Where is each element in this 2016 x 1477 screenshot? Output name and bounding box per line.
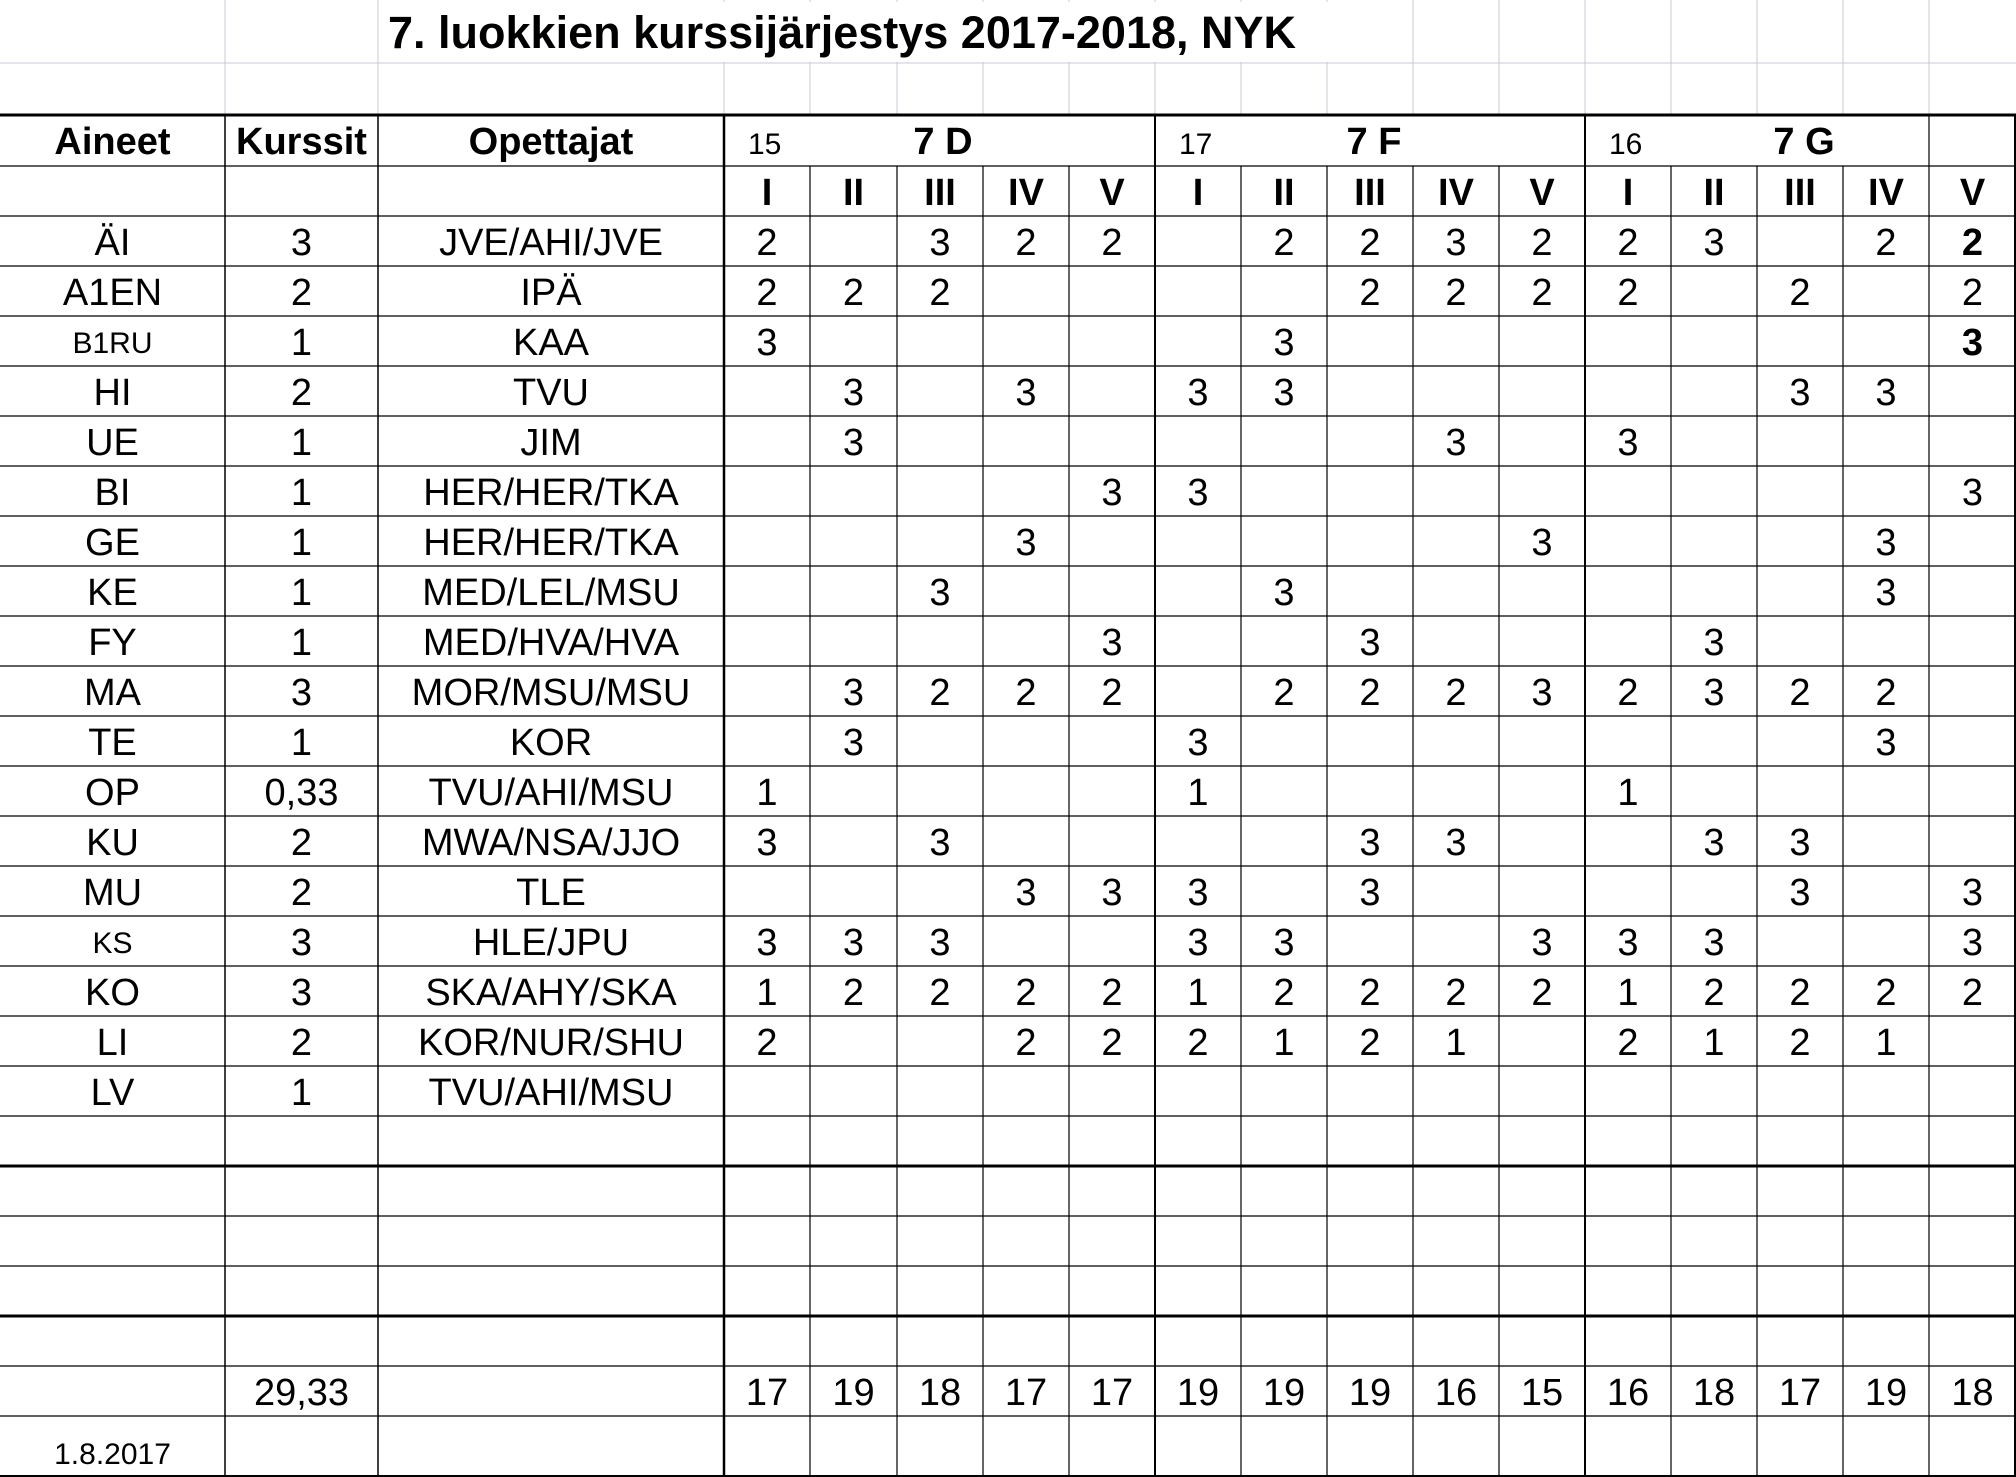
teachers-cell: KOR/NUR/SHU	[417, 1022, 685, 1064]
period-value-cell: 1	[1273, 1022, 1295, 1064]
period-label: V	[1099, 172, 1125, 214]
period-value-cell: 2	[1445, 272, 1467, 314]
subject-cell: KU	[86, 822, 139, 864]
period-value-cell: 3	[1789, 822, 1811, 864]
header-courses: Kurssit	[236, 121, 367, 163]
period-value-cell: 3	[1187, 472, 1209, 514]
class-name: 7 G	[1773, 121, 1835, 163]
period-value-cell: 2	[1617, 672, 1639, 714]
period-value-cell: 3	[1273, 372, 1295, 414]
period-value-cell: 1	[1187, 772, 1209, 814]
courses-cell: 1	[290, 722, 313, 764]
subject-cell: TE	[88, 722, 137, 764]
subject-cell: ÄI	[94, 222, 131, 264]
subject-cell: GE	[85, 522, 140, 564]
period-label: I	[1192, 172, 1204, 214]
period-value-cell: 3	[1531, 522, 1553, 564]
total-courses: 29,33	[253, 1372, 350, 1414]
period-total-cell: 17	[1090, 1372, 1134, 1414]
teachers-cell: KOR	[509, 722, 593, 764]
period-value-cell: 2	[1961, 972, 1984, 1014]
period-total-cell: 15	[1520, 1372, 1564, 1414]
period-value-cell: 1	[1703, 1022, 1725, 1064]
period-value-cell: 2	[1961, 222, 1984, 264]
period-value-cell: 3	[756, 822, 778, 864]
period-value-cell: 2	[1187, 1022, 1209, 1064]
period-label: III	[1784, 172, 1816, 214]
period-value-cell: 2	[1273, 972, 1295, 1014]
period-value-cell: 2	[1015, 972, 1037, 1014]
teachers-cell: HER/HER/TKA	[423, 522, 679, 564]
courses-cell: 1	[290, 522, 313, 564]
period-value-cell: 2	[1101, 1022, 1123, 1064]
period-value-cell: 3	[1703, 222, 1725, 264]
period-value-cell: 3	[929, 222, 951, 264]
period-value-cell: 2	[1531, 272, 1553, 314]
period-label: II	[842, 172, 865, 214]
period-value-cell: 3	[1703, 822, 1725, 864]
period-value-cell: 2	[756, 1022, 778, 1064]
period-value-cell: 3	[929, 572, 951, 614]
period-value-cell: 3	[1961, 472, 1984, 514]
teachers-cell: HER/HER/TKA	[423, 472, 679, 514]
period-value-cell: 3	[1703, 922, 1725, 964]
period-label: IV	[1868, 172, 1904, 214]
teachers-cell: JVE/AHI/JVE	[439, 222, 663, 264]
courses-cell: 1	[290, 622, 313, 664]
period-value-cell: 2	[1789, 272, 1811, 314]
class-student-count: 17	[1179, 128, 1213, 161]
period-value-cell: 3	[929, 822, 951, 864]
footer-date: 1.8.2017	[54, 1438, 171, 1471]
period-value-cell: 3	[842, 372, 865, 414]
period-value-cell: 3	[1445, 822, 1467, 864]
period-total-cell: 16	[1606, 1372, 1650, 1414]
period-total-cell: 17	[1004, 1372, 1048, 1414]
period-total-cell: 19	[1176, 1372, 1220, 1414]
subject-cell: OP	[85, 772, 140, 814]
courses-cell: 1	[290, 322, 313, 364]
period-total-cell: 17	[1778, 1372, 1822, 1414]
period-value-cell: 3	[1961, 872, 1984, 914]
subject-cell: KO	[85, 972, 140, 1014]
subject-cell: BI	[94, 472, 131, 514]
subject-cell: KE	[87, 572, 138, 614]
period-value-cell: 3	[842, 672, 865, 714]
period-value-cell: 3	[1273, 322, 1295, 364]
teachers-cell: MOR/MSU/MSU	[411, 672, 691, 714]
period-value-cell: 3	[1187, 922, 1209, 964]
period-value-cell: 2	[1617, 272, 1639, 314]
period-value-cell: 3	[1359, 822, 1381, 864]
subject-cell: HI	[93, 372, 132, 414]
period-value-cell: 3	[1015, 872, 1037, 914]
class-student-count: 16	[1609, 128, 1643, 161]
subject-cell: LI	[96, 1022, 129, 1064]
courses-cell: 3	[290, 222, 313, 264]
period-value-cell: 1	[1445, 1022, 1467, 1064]
courses-cell: 1	[290, 422, 313, 464]
period-label: V	[1959, 172, 1986, 214]
period-value-cell: 2	[842, 972, 865, 1014]
period-value-cell: 3	[929, 922, 951, 964]
period-value-cell: 2	[1617, 1022, 1639, 1064]
period-value-cell: 3	[1273, 922, 1295, 964]
period-value-cell: 3	[1875, 372, 1897, 414]
period-total-cell: 18	[1951, 1372, 1994, 1414]
period-value-cell: 2	[1531, 972, 1553, 1014]
period-value-cell: 3	[1101, 472, 1123, 514]
teachers-cell: TVU/AHI/MSU	[428, 772, 674, 814]
period-value-cell: 3	[1703, 672, 1725, 714]
period-value-cell: 3	[1015, 372, 1037, 414]
teachers-cell: JIM	[520, 422, 582, 464]
period-label: I	[761, 172, 773, 214]
period-value-cell: 1	[1617, 972, 1639, 1014]
subject-cell: LV	[90, 1072, 135, 1114]
period-value-cell: 3	[1703, 622, 1725, 664]
period-value-cell: 3	[842, 422, 865, 464]
teachers-cell: TLE	[516, 872, 586, 914]
period-value-cell: 2	[842, 272, 865, 314]
period-label: V	[1529, 172, 1555, 214]
period-value-cell: 3	[1015, 522, 1037, 564]
period-value-cell: 2	[1789, 972, 1811, 1014]
period-total-cell: 18	[918, 1372, 962, 1414]
period-value-cell: 3	[1875, 722, 1897, 764]
period-value-cell: 2	[1445, 672, 1467, 714]
teachers-cell: MED/HVA/HVA	[422, 622, 680, 664]
subject-cell: UE	[86, 422, 139, 464]
courses-cell: 2	[290, 272, 313, 314]
courses-cell: 3	[290, 922, 313, 964]
period-value-cell: 3	[842, 722, 865, 764]
subject-cell: FY	[88, 622, 137, 664]
teachers-cell: TVU	[513, 372, 589, 414]
period-value-cell: 2	[1015, 222, 1037, 264]
courses-cell: 1	[290, 1072, 313, 1114]
courses-cell: 3	[290, 972, 313, 1014]
courses-cell: 2	[290, 872, 313, 914]
period-value-cell: 1	[1187, 972, 1209, 1014]
period-value-cell: 3	[756, 322, 778, 364]
period-value-cell: 2	[929, 972, 951, 1014]
period-value-cell: 2	[1359, 1022, 1381, 1064]
period-value-cell: 3	[1531, 672, 1553, 714]
teachers-cell: KAA	[512, 322, 590, 364]
courses-cell: 2	[290, 822, 313, 864]
period-total-cell: 19	[1262, 1372, 1306, 1414]
courses-cell: 2	[290, 1022, 313, 1064]
subject-cell: KS	[92, 927, 133, 960]
period-value-cell: 3	[1445, 422, 1467, 464]
period-total-cell: 18	[1692, 1372, 1736, 1414]
courses-cell: 2	[290, 372, 313, 414]
period-value-cell: 2	[1617, 222, 1639, 264]
class-name: 7 D	[913, 121, 973, 163]
period-value-cell: 3	[1789, 372, 1811, 414]
period-value-cell: 1	[756, 972, 778, 1014]
teachers-cell: TVU/AHI/MSU	[428, 1072, 674, 1114]
courses-cell: 1	[290, 472, 313, 514]
period-value-cell: 2	[1789, 1022, 1811, 1064]
teachers-cell: IPÄ	[520, 272, 582, 314]
period-value-cell: 2	[1703, 972, 1725, 1014]
subject-cell: MA	[84, 672, 141, 714]
period-value-cell: 2	[1015, 672, 1037, 714]
period-value-cell: 3	[1875, 572, 1897, 614]
period-value-cell: 3	[1101, 872, 1123, 914]
period-value-cell: 2	[1359, 222, 1381, 264]
subject-cell: A1EN	[62, 272, 163, 314]
class-student-count: 15	[748, 128, 782, 161]
period-value-cell: 3	[1617, 422, 1639, 464]
period-total-cell: 19	[832, 1372, 875, 1414]
period-value-cell: 2	[1273, 222, 1295, 264]
period-value-cell: 1	[1875, 1022, 1897, 1064]
period-value-cell: 2	[1359, 972, 1381, 1014]
period-value-cell: 2	[1101, 222, 1123, 264]
period-value-cell: 3	[756, 922, 778, 964]
period-value-cell: 2	[756, 272, 778, 314]
period-label: III	[924, 172, 956, 214]
page-title: 7. luokkien kurssijärjestys 2017-2018, NYK	[388, 7, 1297, 58]
period-total-cell: 19	[1864, 1372, 1908, 1414]
period-label: II	[1273, 172, 1295, 214]
teachers-cell: SKA/AHY/SKA	[425, 972, 677, 1014]
period-total-cell: 16	[1434, 1372, 1478, 1414]
period-value-cell: 2	[1101, 672, 1123, 714]
period-value-cell: 2	[929, 272, 951, 314]
period-label: IV	[1438, 172, 1474, 214]
header-teachers: Opettajat	[468, 121, 634, 163]
period-value-cell: 3	[1101, 622, 1123, 664]
period-value-cell: 2	[1875, 222, 1897, 264]
subject-cell: B1RU	[72, 327, 153, 360]
courses-cell: 3	[290, 672, 313, 714]
period-value-cell: 2	[1531, 222, 1553, 264]
courses-cell: 1	[290, 572, 313, 614]
teachers-cell: HLE/JPU	[472, 922, 630, 964]
period-value-cell: 3	[1187, 722, 1209, 764]
period-value-cell: 3	[1531, 922, 1553, 964]
period-value-cell: 2	[1789, 672, 1811, 714]
class-name: 7 F	[1346, 121, 1402, 163]
period-value-cell: 1	[756, 772, 778, 814]
period-label: III	[1354, 172, 1386, 214]
period-label: IV	[1008, 172, 1044, 214]
period-value-cell: 3	[1961, 322, 1984, 364]
period-value-cell: 3	[1789, 872, 1811, 914]
courses-cell: 0,33	[264, 772, 339, 814]
period-value-cell: 3	[1617, 922, 1639, 964]
period-value-cell: 2	[1015, 1022, 1037, 1064]
period-value-cell: 3	[1359, 872, 1381, 914]
period-value-cell: 2	[756, 222, 778, 264]
period-value-cell: 3	[1273, 572, 1295, 614]
header-subjects: Aineet	[54, 121, 171, 163]
period-label: II	[1703, 172, 1725, 214]
teachers-cell: MWA/NSA/JJO	[421, 822, 681, 864]
period-value-cell: 2	[929, 672, 951, 714]
period-total-cell: 19	[1348, 1372, 1392, 1414]
period-value-cell: 2	[1273, 672, 1295, 714]
period-value-cell: 3	[1875, 522, 1897, 564]
period-value-cell: 3	[1187, 872, 1209, 914]
subject-cell: MU	[82, 872, 143, 914]
teachers-cell: MED/LEL/MSU	[422, 572, 680, 614]
period-value-cell: 2	[1961, 272, 1984, 314]
period-value-cell: 2	[1875, 972, 1897, 1014]
period-value-cell: 3	[1445, 222, 1467, 264]
period-total-cell: 17	[745, 1372, 789, 1414]
period-value-cell: 3	[842, 922, 865, 964]
period-value-cell: 2	[1875, 672, 1897, 714]
period-value-cell: 2	[1359, 672, 1381, 714]
period-value-cell: 2	[1101, 972, 1123, 1014]
period-value-cell: 2	[1359, 272, 1381, 314]
period-value-cell: 1	[1617, 772, 1639, 814]
period-value-cell: 3	[1359, 622, 1381, 664]
period-value-cell: 3	[1961, 922, 1984, 964]
period-value-cell: 2	[1445, 972, 1467, 1014]
period-label: I	[1622, 172, 1634, 214]
period-value-cell: 3	[1187, 372, 1209, 414]
